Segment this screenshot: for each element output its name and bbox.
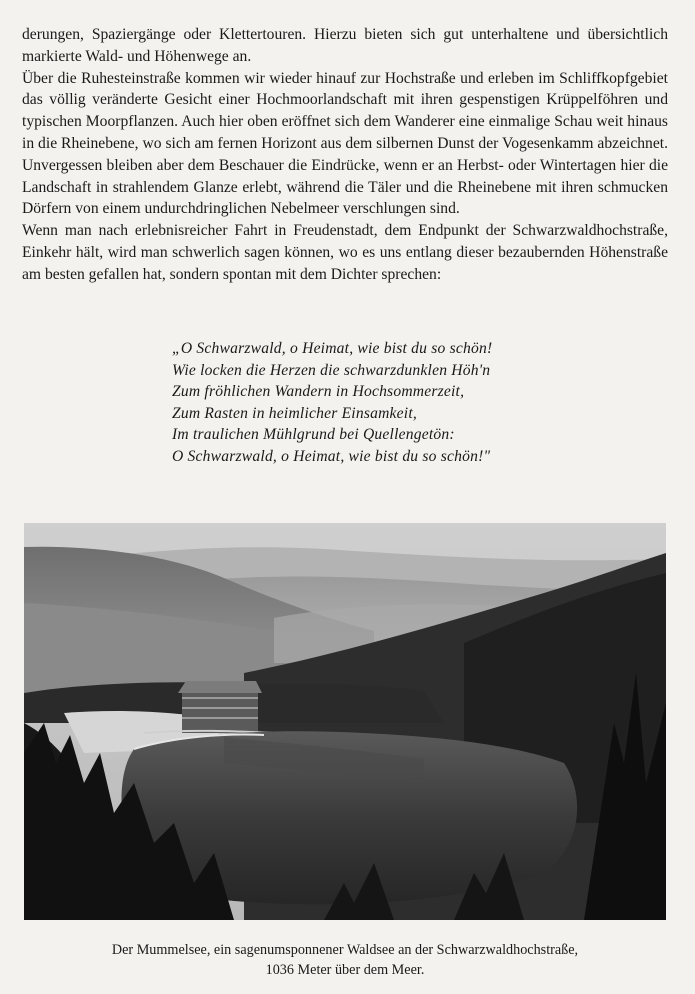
poem-line: Wie locken die Herzen die schwarzdunklen Höh'n <box>172 361 491 379</box>
mummelsee-photo <box>24 523 666 920</box>
poem-line: Im traulichen Mühlgrund bei Quellengetön: <box>172 426 455 444</box>
poem-line: Zum fröhlichen Wandern in Hochsommerzeit, <box>172 383 465 401</box>
photo-caption <box>22 940 668 980</box>
paragraph-continuation: derungen, Spaziergänge oder Klettertouren. Hierzu bieten sich gut unterhaltene und übersichtlich markierte Wald- und Höhenwege an. <box>22 26 668 65</box>
paragraph-schliffkopf: Über die Ruhesteinstraße kommen wir wieder hinauf zur Hochstraße und erleben im Schliffkopfgebiet das völlig veränderte Gesicht einer Hochmoorlandschaft mit ihren gespenstigen Krüppelföhren und typischen Moorpflanzen. Auch hier oben eröffnet sich dem Wanderer eine einmalige Schau weit hinaus in die Rheinebene, wo sich am fernen Horizont aus dem silbernen Dunst der Vogesenkamm abzeichnet. Unvergessen bleiben aber dem Beschauer die Eindrücke, wenn er an Herbst- oder Wintertagen hier die Landschaft in strahlendem Glanze erlebt, während die Täler und die Rheinebene mit ihren schmucken Dörfern von einem undurchdringlichen Nebelmeer verschlungen sind. <box>22 69 668 218</box>
caption-line-2: 1036 Meter über dem Meer. <box>265 962 425 978</box>
caption-line-1: Der Mummelsee, ein sagenumsponnener Waldsee an der Schwarzwaldhochstraße, <box>111 942 579 958</box>
poem-line: Zum Rasten in heimlicher Einsamkeit, <box>172 404 417 422</box>
poem-line: „O Schwarzwald, o Heimat, wie bist du so schön! <box>172 340 493 357</box>
paragraph-freudenstadt: Wenn man nach erlebnisreicher Fahrt in Freudenstadt, dem Endpunkt der Schwarzwaldhochstraße, Einkehr hält, wird man schwerlich sagen können, wo es uns entlang dieser bezaubernden Höhenstraße am besten gefallen hat, sondern spontan mit dem Dichter sprechen: <box>22 222 668 283</box>
poem <box>172 338 632 468</box>
poem-line: O Schwarzwald, o Heimat, wie bist du so schön!" <box>172 447 491 465</box>
body-text <box>22 24 668 286</box>
